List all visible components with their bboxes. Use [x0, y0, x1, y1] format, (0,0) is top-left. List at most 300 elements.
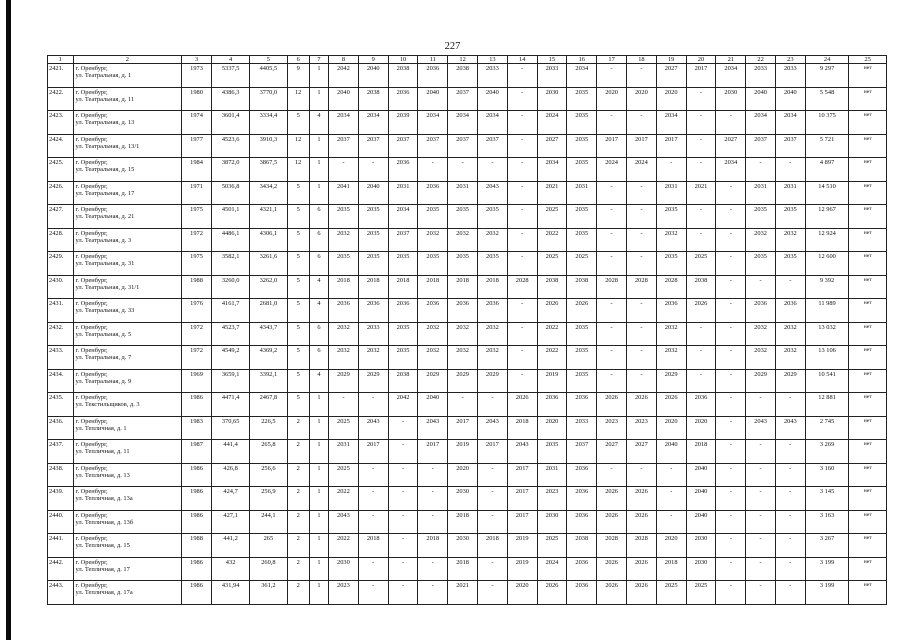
value-cell: 1972: [182, 322, 212, 346]
value-cell: 1: [309, 64, 328, 88]
value-cell: 2035: [656, 205, 686, 229]
value-cell: 2036: [746, 299, 776, 323]
address-cell: [73, 158, 182, 182]
address-street: ул. Тепличная, д. 17а: [75, 589, 133, 597]
value-cell: 2035: [567, 134, 597, 158]
value-cell: -: [716, 393, 746, 417]
value-cell: 2043: [746, 416, 776, 440]
value-cell: -: [716, 510, 746, 534]
value-cell: 427,1: [211, 510, 249, 534]
value-cell: 2034: [418, 111, 448, 135]
value-cell: 2036: [567, 557, 597, 581]
address-street: ул. Театральная, д. 31: [75, 260, 135, 268]
value-cell: 2018: [686, 440, 716, 464]
address-street: ул. Тепличная, д. 1: [75, 424, 127, 432]
flag-cell: нет: [849, 158, 887, 182]
address-cell: [73, 393, 182, 417]
value-cell: 361,2: [250, 581, 287, 605]
value-cell: -: [716, 369, 746, 393]
value-cell: 11 989: [805, 299, 849, 323]
value-cell: 2041: [329, 181, 359, 205]
value-cell: 2031: [388, 181, 418, 205]
address-cell: [73, 181, 182, 205]
column-number: 24: [805, 56, 849, 64]
value-cell: 2028: [626, 534, 656, 558]
column-number: 7: [309, 56, 328, 64]
value-cell: -: [746, 557, 776, 581]
value-cell: 2 745: [805, 416, 849, 440]
value-cell: 2036: [686, 393, 716, 417]
value-cell: -: [626, 252, 656, 276]
value-cell: 2032: [775, 228, 805, 252]
address-cell: [73, 487, 182, 511]
value-cell: 2029: [358, 369, 388, 393]
value-cell: -: [716, 228, 746, 252]
column-number: 16: [567, 56, 597, 64]
value-cell: 2028: [597, 275, 627, 299]
table-row: [48, 416, 887, 440]
value-cell: -: [626, 322, 656, 346]
value-cell: 4471,4: [211, 393, 249, 417]
address-cell: [73, 252, 182, 276]
value-cell: -: [716, 205, 746, 229]
address-city: г. Оренбург,: [75, 323, 108, 331]
value-cell: 3434,2: [250, 181, 287, 205]
value-cell: 2043: [329, 510, 359, 534]
value-cell: 2032: [746, 228, 776, 252]
value-cell: 2025: [686, 581, 716, 605]
value-cell: 2029: [418, 369, 448, 393]
value-cell: 2027: [656, 64, 686, 88]
flag-cell: нет: [849, 299, 887, 323]
table-row: [48, 557, 887, 581]
value-cell: 2037: [478, 134, 508, 158]
value-cell: -: [716, 299, 746, 323]
value-cell: 226,5: [250, 416, 287, 440]
value-cell: -: [388, 416, 418, 440]
value-cell: 2022: [537, 346, 567, 370]
value-cell: 2033: [746, 64, 776, 88]
value-cell: 2018: [448, 510, 478, 534]
value-cell: -: [746, 534, 776, 558]
value-cell: 2018: [478, 534, 508, 558]
value-cell: -: [448, 393, 478, 417]
value-cell: -: [746, 510, 776, 534]
value-cell: 2035: [448, 205, 478, 229]
address-city: г. Оренбург,: [75, 441, 108, 448]
value-cell: 2036: [478, 299, 508, 323]
value-cell: 2028: [626, 275, 656, 299]
value-cell: 3 145: [805, 487, 849, 511]
value-cell: -: [746, 275, 776, 299]
column-number: 11: [418, 56, 448, 64]
value-cell: 6: [309, 322, 328, 346]
value-cell: -: [656, 158, 686, 182]
value-cell: 2017: [656, 134, 686, 158]
address-city: г. Оренбург,: [75, 206, 108, 213]
value-cell: 2038: [358, 87, 388, 111]
value-cell: 2037: [746, 134, 776, 158]
value-cell: 2032: [418, 322, 448, 346]
row-number: 2422.: [48, 87, 74, 111]
value-cell: 5: [287, 252, 309, 276]
value-cell: 2036: [567, 393, 597, 417]
value-cell: 4486,1: [211, 228, 249, 252]
value-cell: 2018: [656, 557, 686, 581]
value-cell: 2043: [507, 440, 537, 464]
value-cell: -: [358, 463, 388, 487]
value-cell: 2025: [537, 205, 567, 229]
value-cell: 1: [309, 416, 328, 440]
address-street: ул. Театральная, д. 7: [75, 354, 132, 362]
row-number: 2432.: [48, 322, 74, 346]
value-cell: -: [358, 487, 388, 511]
value-cell: 2035: [567, 111, 597, 135]
value-cell: 1986: [182, 557, 212, 581]
value-cell: 2035: [448, 252, 478, 276]
value-cell: 2034: [746, 111, 776, 135]
value-cell: 2036: [358, 299, 388, 323]
value-cell: -: [716, 487, 746, 511]
address-cell: [73, 205, 182, 229]
value-cell: -: [775, 534, 805, 558]
value-cell: 2022: [329, 534, 359, 558]
value-cell: -: [626, 228, 656, 252]
table-row: [48, 158, 887, 182]
value-cell: 2034: [448, 111, 478, 135]
table-row: [48, 393, 887, 417]
value-cell: 5 548: [805, 87, 849, 111]
value-cell: -: [746, 158, 776, 182]
value-cell: -: [716, 416, 746, 440]
row-number: 2428.: [48, 228, 74, 252]
value-cell: -: [716, 534, 746, 558]
value-cell: 5: [287, 299, 309, 323]
value-cell: 1974: [182, 111, 212, 135]
value-cell: 2023: [597, 416, 627, 440]
value-cell: -: [388, 581, 418, 605]
value-cell: -: [358, 557, 388, 581]
value-cell: 2031: [775, 181, 805, 205]
address-cell: [73, 369, 182, 393]
value-cell: 2022: [537, 322, 567, 346]
value-cell: 3 199: [805, 557, 849, 581]
address-city: г. Оренбург,: [75, 464, 108, 472]
value-cell: 2026: [626, 557, 656, 581]
value-cell: 4523,7: [211, 322, 249, 346]
address-street: ул. Театральная, д. 33: [75, 307, 135, 315]
value-cell: 2040: [478, 87, 508, 111]
value-cell: 2020: [448, 463, 478, 487]
value-cell: -: [507, 299, 537, 323]
value-cell: 2029: [478, 369, 508, 393]
value-cell: 3601,4: [211, 111, 249, 135]
value-cell: 2037: [448, 87, 478, 111]
value-cell: 2035: [567, 205, 597, 229]
address-street: ул. Театральная, д. 1: [75, 72, 132, 80]
address-city: г. Оренбург,: [75, 65, 108, 72]
value-cell: 2035: [418, 252, 448, 276]
value-cell: 2038: [537, 275, 567, 299]
value-cell: 4501,1: [211, 205, 249, 229]
value-cell: 12: [287, 134, 309, 158]
value-cell: -: [597, 346, 627, 370]
value-cell: 2033: [775, 64, 805, 88]
value-cell: 2681,0: [250, 299, 287, 323]
row-number: 2442.: [48, 557, 74, 581]
value-cell: 1986: [182, 463, 212, 487]
row-number: 2429.: [48, 252, 74, 276]
address-street: ул. Тепличная, д. 13а: [75, 495, 133, 503]
value-cell: 3659,1: [211, 369, 249, 393]
value-cell: 13 032: [805, 322, 849, 346]
column-number-row: [48, 56, 887, 64]
value-cell: 6: [309, 205, 328, 229]
value-cell: -: [656, 463, 686, 487]
value-cell: -: [597, 322, 627, 346]
value-cell: 2035: [537, 440, 567, 464]
value-cell: -: [626, 346, 656, 370]
value-cell: 2032: [746, 322, 776, 346]
value-cell: 2: [287, 416, 309, 440]
flag-cell: нет: [849, 228, 887, 252]
value-cell: 2034: [567, 64, 597, 88]
value-cell: 3582,1: [211, 252, 249, 276]
value-cell: 2035: [329, 205, 359, 229]
column-number: 21: [716, 56, 746, 64]
value-cell: -: [507, 252, 537, 276]
flag-cell: нет: [849, 369, 887, 393]
value-cell: -: [597, 111, 627, 135]
address-street: ул. Театральная, д. 13/1: [75, 142, 140, 150]
value-cell: 2019: [507, 557, 537, 581]
flag-cell: нет: [849, 440, 887, 464]
value-cell: -: [358, 158, 388, 182]
value-cell: 2032: [656, 322, 686, 346]
value-cell: -: [597, 369, 627, 393]
value-cell: -: [507, 87, 537, 111]
value-cell: 2036: [567, 510, 597, 534]
value-cell: -: [388, 557, 418, 581]
value-cell: -: [478, 487, 508, 511]
value-cell: -: [775, 557, 805, 581]
value-cell: 2034: [656, 111, 686, 135]
value-cell: 1987: [182, 440, 212, 464]
value-cell: 10 375: [805, 111, 849, 135]
value-cell: 4306,1: [250, 228, 287, 252]
address-city: г. Оренбург,: [75, 370, 108, 378]
value-cell: 2022: [329, 487, 359, 511]
value-cell: 2035: [567, 369, 597, 393]
flag-cell: нет: [849, 557, 887, 581]
table-row: [48, 228, 887, 252]
value-cell: 4405,5: [250, 64, 287, 88]
value-cell: -: [507, 346, 537, 370]
table-row: [48, 534, 887, 558]
value-cell: -: [388, 463, 418, 487]
row-number: 2439.: [48, 487, 74, 511]
value-cell: 12 881: [805, 393, 849, 417]
address-cell: [73, 322, 182, 346]
column-number: 13: [478, 56, 508, 64]
value-cell: 2036: [418, 181, 448, 205]
value-cell: 2030: [537, 87, 567, 111]
value-cell: -: [507, 228, 537, 252]
flag-cell: нет: [849, 87, 887, 111]
column-number: 12: [448, 56, 478, 64]
value-cell: -: [418, 158, 448, 182]
value-cell: 2033: [358, 322, 388, 346]
value-cell: 4343,7: [250, 322, 287, 346]
value-cell: 1975: [182, 205, 212, 229]
value-cell: -: [775, 463, 805, 487]
value-cell: 2043: [775, 416, 805, 440]
value-cell: 2036: [567, 463, 597, 487]
value-cell: 14 510: [805, 181, 849, 205]
table-row: [48, 134, 887, 158]
value-cell: 3770,0: [250, 87, 287, 111]
value-cell: 2021: [686, 181, 716, 205]
value-cell: 2020: [686, 416, 716, 440]
value-cell: 12 967: [805, 205, 849, 229]
table-row: [48, 463, 887, 487]
value-cell: 2024: [597, 158, 627, 182]
value-cell: 2037: [418, 134, 448, 158]
value-cell: 424,7: [211, 487, 249, 511]
address-cell: [73, 346, 182, 370]
row-number: 2443.: [48, 581, 74, 605]
value-cell: 2043: [478, 416, 508, 440]
value-cell: 2029: [775, 369, 805, 393]
value-cell: 2040: [329, 87, 359, 111]
value-cell: 2035: [567, 158, 597, 182]
value-cell: 12: [287, 87, 309, 111]
value-cell: -: [686, 134, 716, 158]
table-row: [48, 299, 887, 323]
value-cell: 1976: [182, 299, 212, 323]
address-cell: [73, 510, 182, 534]
value-cell: 9 392: [805, 275, 849, 299]
table-row: [48, 64, 887, 88]
address-city: г. Оренбург,: [75, 253, 108, 260]
value-cell: 2035: [478, 205, 508, 229]
value-cell: 2032: [358, 346, 388, 370]
binding-edge-bar: [6, 0, 11, 640]
value-cell: -: [686, 369, 716, 393]
value-cell: 2040: [686, 510, 716, 534]
value-cell: -: [478, 393, 508, 417]
value-cell: 2040: [358, 64, 388, 88]
address-cell: [73, 416, 182, 440]
value-cell: 2034: [537, 158, 567, 182]
value-cell: 5 721: [805, 134, 849, 158]
value-cell: 2040: [775, 87, 805, 111]
address-city: г. Оренбург,: [75, 535, 108, 542]
value-cell: 2032: [478, 228, 508, 252]
value-cell: 2031: [537, 463, 567, 487]
value-cell: 2030: [686, 557, 716, 581]
address-cell: [73, 87, 182, 111]
value-cell: 2035: [418, 205, 448, 229]
value-cell: 3392,1: [250, 369, 287, 393]
value-cell: 1988: [182, 275, 212, 299]
flag-cell: нет: [849, 463, 887, 487]
value-cell: 12: [287, 158, 309, 182]
value-cell: -: [388, 510, 418, 534]
value-cell: 2030: [448, 487, 478, 511]
value-cell: 2: [287, 534, 309, 558]
value-cell: -: [746, 440, 776, 464]
value-cell: 2036: [448, 299, 478, 323]
value-cell: 2034: [329, 111, 359, 135]
value-cell: 2023: [626, 416, 656, 440]
value-cell: 2023: [329, 581, 359, 605]
value-cell: 2026: [686, 299, 716, 323]
table-row: [48, 487, 887, 511]
table-row: [48, 369, 887, 393]
value-cell: -: [686, 158, 716, 182]
page-number: 227: [444, 41, 461, 52]
value-cell: 4: [309, 299, 328, 323]
value-cell: -: [597, 181, 627, 205]
value-cell: 2031: [448, 181, 478, 205]
value-cell: -: [507, 369, 537, 393]
value-cell: 2033: [567, 416, 597, 440]
value-cell: 2017: [418, 440, 448, 464]
value-cell: 2031: [656, 181, 686, 205]
value-cell: -: [358, 510, 388, 534]
value-cell: 1: [309, 134, 328, 158]
value-cell: 2: [287, 487, 309, 511]
address-street: ул. Тепличная, д. 11: [75, 448, 130, 456]
value-cell: 2036: [775, 299, 805, 323]
value-cell: -: [746, 463, 776, 487]
value-cell: 5: [287, 228, 309, 252]
value-cell: 2035: [775, 252, 805, 276]
address-street: ул. Текстильщиков, д. 3: [75, 401, 140, 409]
value-cell: 2029: [746, 369, 776, 393]
column-number: 2: [73, 56, 182, 64]
row-number: 2431.: [48, 299, 74, 323]
flag-cell: нет: [849, 487, 887, 511]
table-row: [48, 181, 887, 205]
value-cell: 441,4: [211, 440, 249, 464]
value-cell: -: [775, 487, 805, 511]
value-cell: 2: [287, 510, 309, 534]
value-cell: 2032: [418, 228, 448, 252]
address-street: ул. Театральная, д. 9: [75, 377, 132, 385]
value-cell: 2: [287, 581, 309, 605]
table-row: [48, 322, 887, 346]
value-cell: 2029: [448, 369, 478, 393]
value-cell: -: [626, 111, 656, 135]
housing-repair-schedule-table: [47, 55, 887, 605]
value-cell: 2034: [478, 111, 508, 135]
value-cell: 2032: [656, 346, 686, 370]
value-cell: 2: [287, 463, 309, 487]
value-cell: -: [507, 205, 537, 229]
value-cell: 2040: [686, 463, 716, 487]
value-cell: 2024: [537, 111, 567, 135]
address-cell: [73, 557, 182, 581]
value-cell: 2017: [448, 416, 478, 440]
value-cell: -: [597, 205, 627, 229]
value-cell: 2036: [567, 487, 597, 511]
flag-cell: нет: [849, 416, 887, 440]
row-number: 2441.: [48, 534, 74, 558]
address-street: ул. Театральная, д. 13: [75, 119, 135, 127]
value-cell: 2019: [448, 440, 478, 464]
